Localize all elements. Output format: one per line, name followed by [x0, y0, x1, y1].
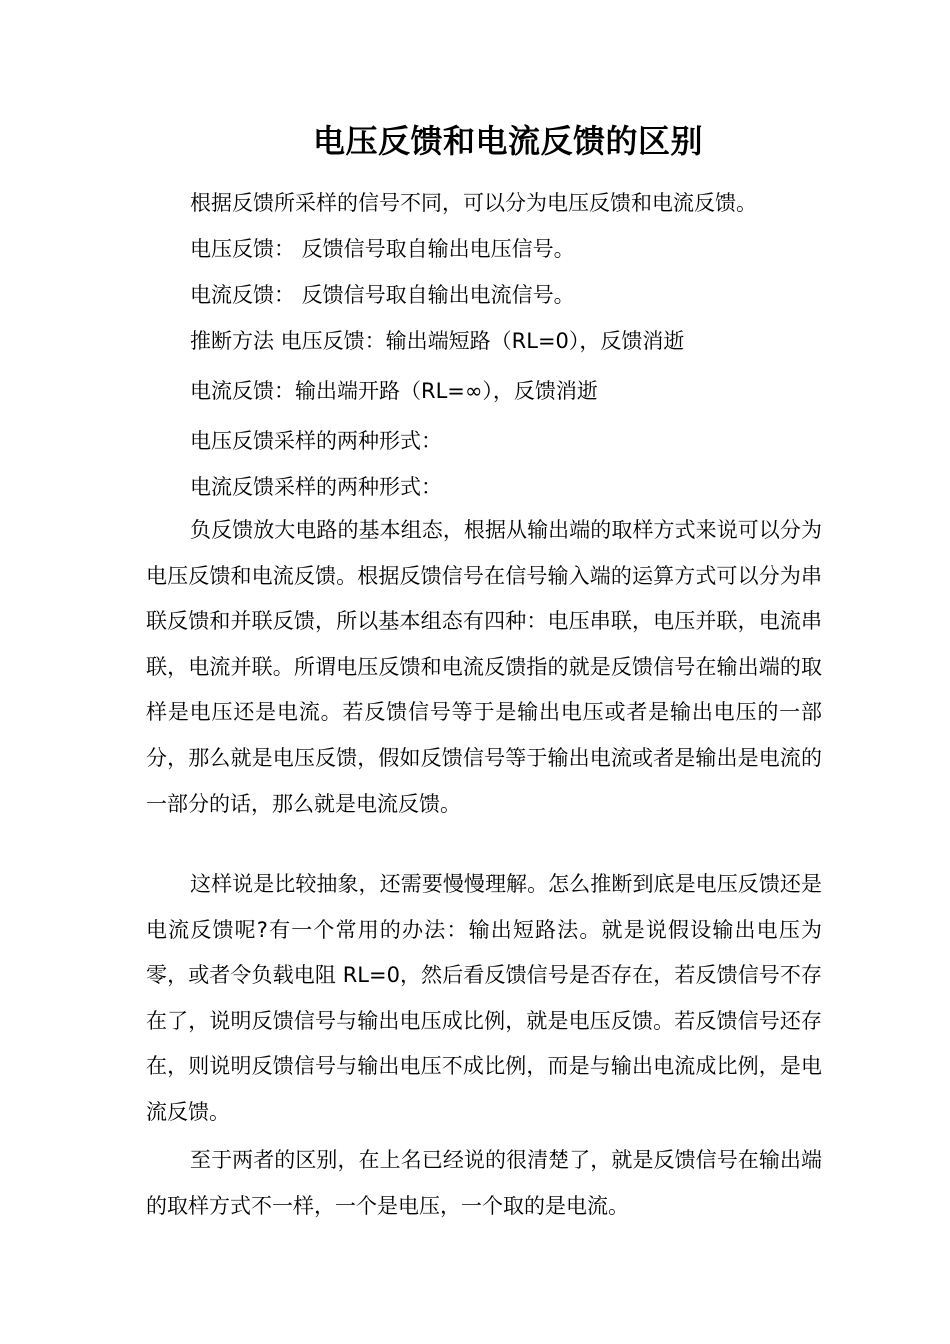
document-title: 电压反馈和电流反馈的区别 — [312, 122, 703, 160]
voltage-sampling-forms: 电压反馈采样的两种形式： — [190, 429, 442, 453]
judgment-method-current: 电流反馈：输出端开路（RL=∞），反馈消逝 — [190, 379, 598, 403]
paragraph-conclusion: 至于两者的区别，在上名已经说的很清楚了，就是反馈信号在输出端的取样方式不一样，一个是电压，一个取的是电流。 — [146, 1148, 822, 1218]
paragraph-basic-configurations: 负反馈放大电路的基本组态，根据从输出端的取样方式来说可以分为电压反馈和电流反馈。根据反馈信号在信号输入端的运算方式可以分为串联反馈和并联反馈，所以基本组态有四种：电压串联，电压并联，电流串联，电流并联。所谓电压反馈和电流反馈指的就是反馈信号在输出端的取样是电压还是电流。若反馈信号等于是输出电压或者是输出电压的一部分，那么就是电压反馈，假如反馈信号等于输出电流或者是输出是电流的一部分的话，那么就是电流反馈。 — [146, 518, 822, 816]
current-feedback-definition: 电流反馈： 反馈信号取自输出电流信号。 — [190, 283, 575, 307]
paragraph-output-short-method: 这样说是比较抽象，还需要慢慢理解。怎么推断到底是电压反馈还是电流反馈呢?有一个常用的办法：输出短路法。就是说假设输出电压为零，或者令负载电阻 RL=0，然后看反馈信号是否存在，若反馈信号不存在了，说明反馈信号与输出电压成比例，就是电压反馈。若反馈信号还存在，则说明反馈信号与输出电压不成比例，而是与输出电流成比例，是电流反馈。 — [146, 872, 822, 1124]
judgment-method-voltage: 推断方法 电压反馈：输出端短路（RL=0），反馈消逝 — [190, 329, 685, 353]
voltage-feedback-definition: 电压反馈： 反馈信号取自输出电压信号。 — [190, 237, 575, 261]
intro-line: 根据反馈所采样的信号不同，可以分为电压反馈和电流反馈。 — [190, 191, 757, 215]
current-sampling-forms: 电流反馈采样的两种形式： — [190, 475, 442, 499]
